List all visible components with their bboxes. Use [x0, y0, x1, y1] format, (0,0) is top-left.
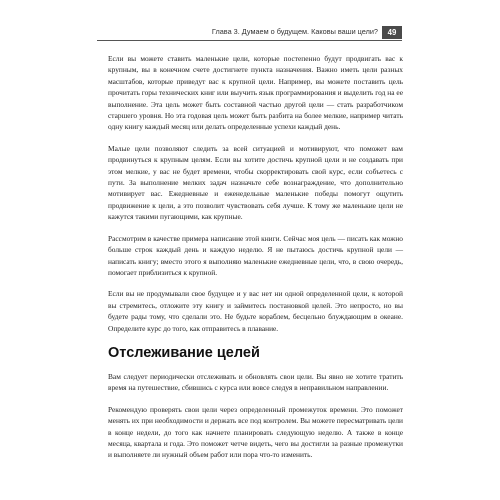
paragraph: Малые цели позволяют следить за всей ситуацией и мотивируют, что поможет вам продвинуться к крупным целям. Если вы хотите достичь крупной цели и не создавать при этом мелкие, у вас не будет времени, чтобы скорректировать свой курс, если собъетесь с пути. За выполнение мелких задач назначьте себе вознаграждение, что дополнительно мотивирует вас. Ежедневные и еженедельные маленькие победы помогут ощутить продвижение к цели, а это позволит чувствовать себя лучше. К тому же маленькие цели не кажутся такими пугающими, как крупные.	[108, 143, 403, 222]
running-header	[97, 26, 402, 41]
paragraph: Вам следует периодически отслеживать и обновлять свои цели. Вы явно не хотите тратить время на путешествие, сбившись с курса или вовсе следуя в неправильном направлении.	[108, 371, 403, 393]
paragraph: Если вы можете ставить маленькие цели, которые постепенно будут продвигать вас к крупным, вы в конечном счете достигнете пункта назначения. Важно иметь цели разных масштабов, которые приведут вас к крупной цели. Например, вы можете поставить цель прочитать горы технических книг или выучить язык программирования и выделить год на ее выполнение. Эта цель может быть составной частью другой цели — стать разработчиком старшего уровня. Но эта годовая цель может быть разбита на более мелкие, например читать одну книгу каждый месяц или делать определенные успехи каждый день.	[108, 54, 403, 132]
section-heading: Отслеживание целей	[108, 344, 260, 361]
page-body	[108, 53, 403, 471]
page-number: 49	[382, 26, 402, 39]
paragraph: Рассмотрим в качестве примера написание этой книги. Сейчас моя цель — писать как можно больше строк каждый день и каждую неделю. Я не пытаюсь достичь крупной цели — написать книгу; вместо этого я выполняю маленькие ежедневные цели, что, в свою очередь, помогает приблизиться к крупной.	[108, 233, 403, 277]
chapter-title: Глава 3. Думаем о будущем. Каковы ваши цели?	[211, 27, 378, 36]
paragraph: Если вы не продумывали свое будущее и у вас нет ни одной определенной цели, к которой вы стремитесь, отложите эту книгу и займитесь постановкой целей. Это непросто, но вы будете рады тому, что сделали это. Не будьте кораблем, бесцельно блуждающим в океане. Определите курс до того, как отправитесь в плавание.	[108, 289, 403, 333]
paragraph: Рекомендую проверять свои цели через определенный промежуток времени. Это поможет менять их при необходимости и держать все под контролем. Вы можете пересматривать цели в конце недели, до того как начнете планировать следующую неделю. А также в конце месяца, квартала и года. Это поможет четче видеть, чего вы достигли за разные промежутки и выполняете ли нужный объем работ или пора что-то изменить.	[108, 404, 403, 460]
